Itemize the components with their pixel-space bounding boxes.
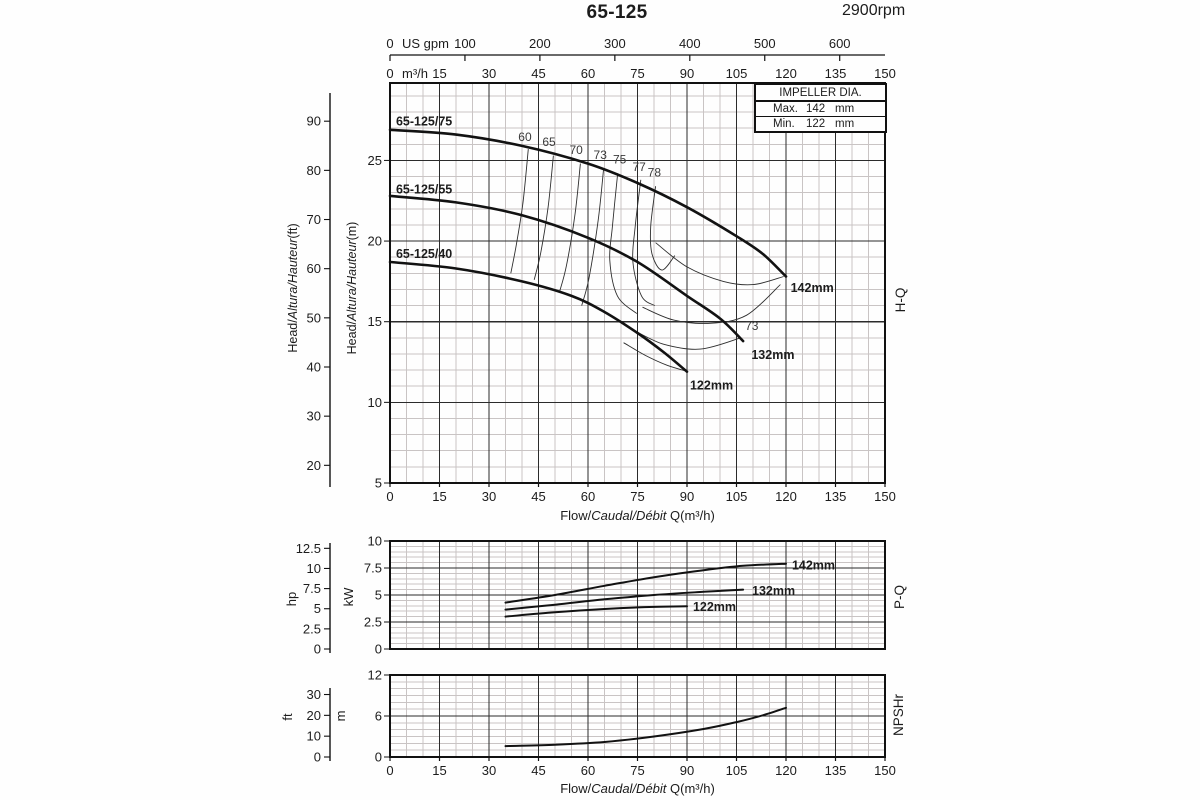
npsh-ft-tick-label: 30 <box>306 687 321 703</box>
ft-tick-label: 90 <box>306 113 321 129</box>
efficiency-label: 65 <box>542 134 556 149</box>
gpm-tick-label: 400 <box>678 36 701 51</box>
npsh-curve <box>506 708 787 746</box>
hq-curves <box>390 115 834 393</box>
m-tick-label: 10 <box>367 394 382 410</box>
m-tick-label: 15 <box>367 314 382 330</box>
m3h-top-tick-label: 105 <box>725 66 748 81</box>
npsh-ft-tick-label: 0 <box>313 749 321 765</box>
hq-m-axis <box>345 153 390 491</box>
impeller-label-122mm: 122mm <box>689 378 734 393</box>
impeller-label-142mm: 142mm <box>790 280 834 295</box>
m3h-top-tick-label: 0 <box>386 66 394 81</box>
npsh-right-label: NPSHr <box>891 693 906 737</box>
pq-hp-axis <box>284 541 330 657</box>
hp-axis-unit: hp <box>284 591 299 607</box>
m3h-top-tick-label: 60 <box>580 66 596 81</box>
npsh-flow-tick-label: 120 <box>775 763 797 778</box>
pq-grid <box>390 541 885 649</box>
npsh-flow-tick-label: 105 <box>725 763 748 778</box>
hp-tick-label: 2.5 <box>302 621 321 637</box>
kw-tick-label: 7.5 <box>363 560 382 576</box>
m3h-unit-label: m³/h <box>402 66 428 81</box>
npsh-m-axis-unit: m <box>333 710 348 722</box>
npsh-ft-axis <box>280 687 330 764</box>
flow-tick-label: 135 <box>824 489 847 504</box>
m-tick-label: 20 <box>367 233 382 249</box>
npsh-flow-axis-title: Flow/Caudal/Débit Q(m³/h) <box>560 781 715 796</box>
efficiency-label: 73 <box>745 318 759 333</box>
impeller-label-132mm: 132mm <box>751 347 795 362</box>
impeller-min-value: 122 <box>806 118 826 130</box>
pq-kw-axis <box>341 534 390 657</box>
m3h-top-tick-label: 75 <box>630 66 645 81</box>
efficiency-line-77 <box>633 180 655 306</box>
efficiency-contours <box>511 130 784 371</box>
pq-curve-142mm <box>506 564 787 603</box>
model-label-65-125/75: 65-125/75 <box>395 114 453 129</box>
ft-tick-label: 40 <box>306 359 321 375</box>
efficiency-arc-2 <box>636 331 741 349</box>
npsh-x-axis <box>386 757 895 796</box>
npsh-ft-tick-label: 20 <box>306 707 321 723</box>
m3h-top-tick-label: 135 <box>824 66 847 81</box>
hp-tick-label: 7.5 <box>302 581 321 597</box>
impeller-dia-min-row <box>756 116 885 131</box>
head-m-axis-title: Head/Altura/Hauteur(m) <box>345 221 359 355</box>
flow-tick-label: 105 <box>725 489 748 504</box>
gpm-tick-label: 500 <box>753 36 776 51</box>
efficiency-label: 73 <box>593 147 607 162</box>
kw-tick-label: 2.5 <box>363 614 382 630</box>
efficiency-line-65 <box>534 156 553 280</box>
hp-tick-label: 10 <box>306 560 321 576</box>
page-title: 65-125 <box>586 2 648 23</box>
npsh-flow-tick-label: 135 <box>824 763 847 778</box>
m-tick-label: 5 <box>374 475 382 491</box>
npsh-flow-tick-label: 30 <box>481 763 497 778</box>
npsh-grid <box>390 675 885 757</box>
m3h-top-axis <box>386 66 895 81</box>
gpm-tick-label: 200 <box>529 36 551 51</box>
npsh-flow-tick-label: 45 <box>531 763 546 778</box>
flow-tick-label: 15 <box>432 489 447 504</box>
flow-tick-label: 60 <box>580 489 596 504</box>
gpm-tick-label: 100 <box>454 36 476 51</box>
flow-tick-label: 90 <box>679 489 695 504</box>
flow-tick-label: 75 <box>630 489 645 504</box>
pq-right-label: P-Q <box>892 584 907 610</box>
impeller-dia-max-row <box>756 102 885 116</box>
npsh-ft-axis-unit: ft <box>280 713 295 721</box>
efficiency-label: 70 <box>569 142 583 157</box>
flow-axis-title: Flow/Caudal/Débit Q(m³/h) <box>560 508 715 523</box>
us-gpm-axis <box>386 36 885 61</box>
efficiency-label: 75 <box>613 152 627 167</box>
ft-tick-label: 50 <box>306 310 321 326</box>
impeller-max-unit: mm <box>835 103 855 115</box>
efficiency-label: 60 <box>518 130 532 145</box>
npsh-flow-tick-label: 150 <box>874 763 896 778</box>
impeller-min-unit: mm <box>835 118 855 130</box>
hq-right-label: H-Q <box>893 287 908 313</box>
npsh-flow-tick-label: 15 <box>432 763 447 778</box>
m3h-top-tick-label: 150 <box>874 66 896 81</box>
flow-tick-label: 120 <box>775 489 797 504</box>
hq-x-axis <box>386 483 895 523</box>
ft-tick-label: 70 <box>306 212 321 228</box>
rpm-label: 2900rpm <box>842 2 906 19</box>
hp-tick-label: 0 <box>313 641 321 657</box>
npsh-m-tick-label: 6 <box>374 708 382 724</box>
hp-tick-label: 12.5 <box>295 540 321 556</box>
npsh-curve-group <box>506 708 787 746</box>
pq-impeller-label-122mm: 122mm <box>692 600 737 615</box>
efficiency-label: 78 <box>647 165 662 180</box>
npsh-m-axis <box>333 668 390 765</box>
hp-tick-label: 5 <box>313 601 321 617</box>
gpm-tick-label: 300 <box>604 36 626 51</box>
model-label-65-125/40: 65-125/40 <box>395 247 453 261</box>
npsh-flow-tick-label: 75 <box>630 763 645 778</box>
impeller-dia-title: IMPELLER DIA. <box>756 85 885 102</box>
m3h-top-tick-label: 15 <box>432 66 447 81</box>
ft-tick-label: 60 <box>306 261 321 277</box>
head-ft-axis-title: Head/Altura/Hauteur(ft) <box>286 223 300 353</box>
pq-impeller-label-142mm: 142mm <box>791 558 836 573</box>
efficiency-arc-1 <box>643 285 781 324</box>
npsh-flow-tick-label: 90 <box>679 763 695 778</box>
hq-ft-axis <box>286 93 330 487</box>
kw-tick-label: 0 <box>374 641 382 657</box>
pq-impeller-label-132mm: 132mm <box>752 584 796 598</box>
kw-tick-label: 10 <box>367 533 382 549</box>
ft-tick-label: 80 <box>306 162 321 178</box>
gpm-unit-label: US gpm <box>402 36 449 51</box>
m3h-top-tick-label: 90 <box>679 66 695 81</box>
m-tick-label: 25 <box>367 152 382 168</box>
impeller-max-value: 142 <box>806 103 826 115</box>
flow-tick-label: 150 <box>874 489 896 504</box>
efficiency-line-60 <box>511 149 529 273</box>
m3h-top-tick-label: 45 <box>531 66 546 81</box>
impeller-min-label: Min. <box>773 118 795 130</box>
npsh-ft-tick-label: 10 <box>306 728 321 744</box>
npsh-flow-tick-label: 60 <box>580 763 596 778</box>
ft-tick-label: 30 <box>306 408 321 424</box>
impeller-max-label: Max. <box>773 103 798 115</box>
ft-tick-label: 20 <box>306 457 321 473</box>
m3h-top-tick-label: 30 <box>481 66 497 81</box>
npsh-m-tick-label: 0 <box>374 749 382 765</box>
flow-tick-label: 0 <box>386 489 394 504</box>
efficiency-line-75 <box>610 173 637 313</box>
npsh-m-tick-label: 12 <box>367 667 382 683</box>
flow-tick-label: 30 <box>481 489 497 504</box>
flow-tick-label: 45 <box>531 489 546 504</box>
gpm-tick-label: 600 <box>828 36 851 51</box>
kw-axis-unit: kW <box>341 587 356 607</box>
gpm-tick-label: 0 <box>386 36 394 51</box>
impeller-dia-box <box>754 83 887 133</box>
model-label-65-125/55: 65-125/55 <box>395 182 453 197</box>
kw-tick-label: 5 <box>374 587 382 603</box>
m3h-top-tick-label: 120 <box>775 66 797 81</box>
npsh-flow-tick-label: 0 <box>386 763 394 778</box>
efficiency-label: 77 <box>632 159 646 174</box>
